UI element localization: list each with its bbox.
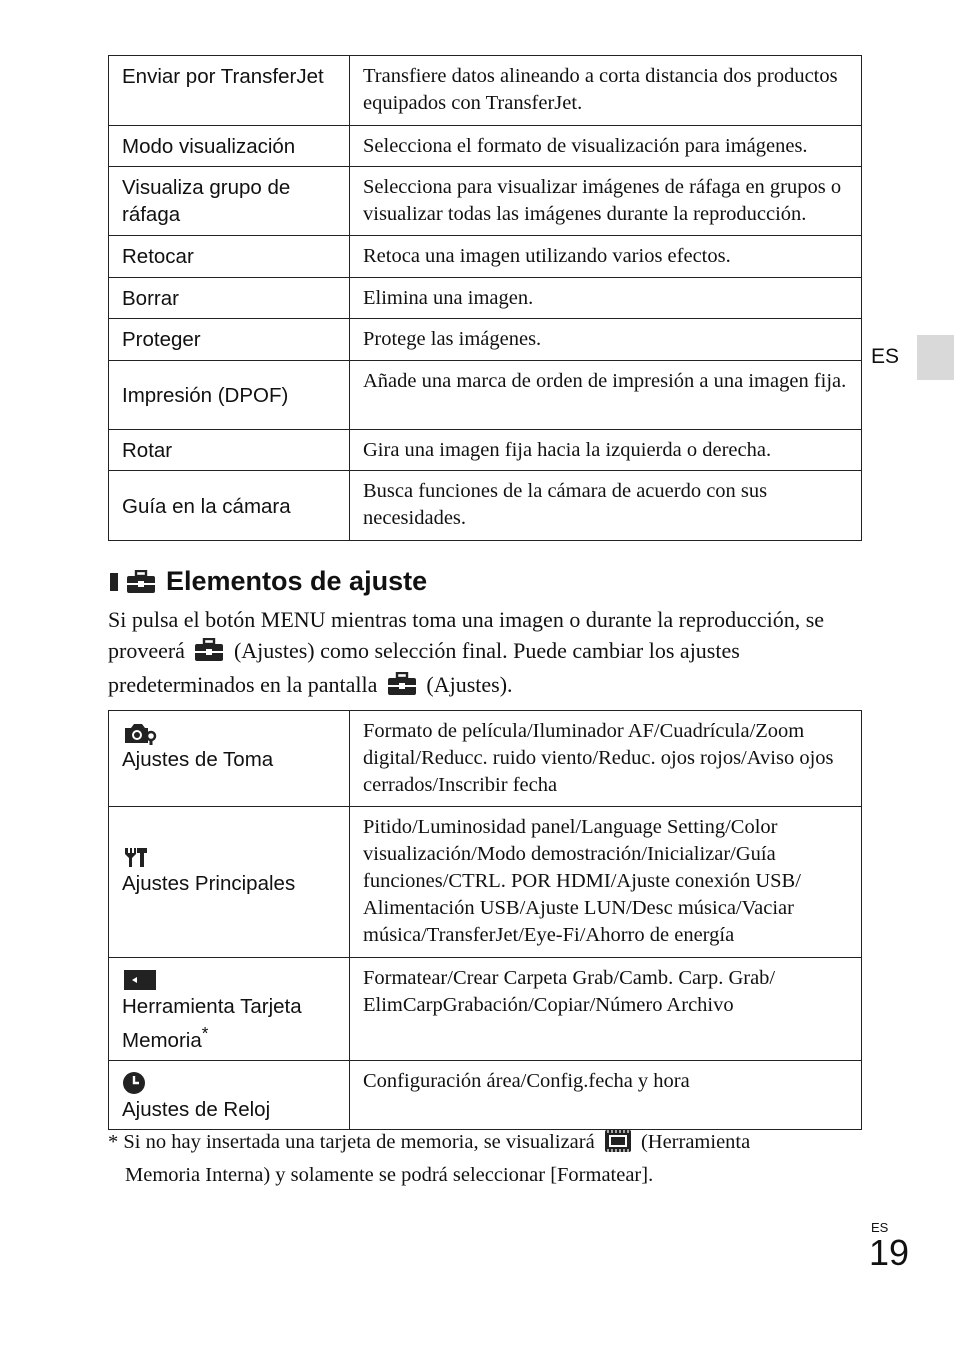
footnote-text: Memoria Interna) y solamente se podrá seleccionar [Formatear].	[125, 1164, 654, 1186]
item-description: Transfiere datos alineando a corta distancia dos productos equipados con TransferJet.	[350, 56, 862, 126]
setting-description: Formato de película/Iluminador AF/Cuadrícula/Zoom digital/Reducc. ruido viento/Reduc. ojos rojos/Aviso ojos cerrados/Inscribir fecha	[350, 711, 862, 807]
table-row	[109, 361, 862, 430]
item-name: Rotar	[109, 430, 350, 471]
wrench-icon	[122, 844, 339, 870]
setting-cell	[109, 1060, 350, 1129]
item-description: Retoca una imagen utilizando varios efectos.	[350, 236, 862, 278]
item-description: Selecciona para visualizar imágenes de ráfaga en grupos o visualizar todas las imágenes durante la reproducción.	[350, 167, 862, 236]
footnote-text: * Si no hay insertada una tarjeta de memoria, se visualizará	[108, 1131, 595, 1153]
setting-name-text: Herramienta Tarjeta Memoria	[122, 995, 302, 1052]
page-number: 19	[869, 1232, 910, 1273]
toolbox-icon	[126, 570, 156, 594]
playback-menu-table	[108, 55, 862, 541]
table-row	[109, 471, 862, 541]
table-row	[109, 1060, 862, 1129]
setting-cell	[109, 711, 350, 807]
item-description: Elimina una imagen.	[350, 278, 862, 319]
clock-icon	[122, 1070, 339, 1096]
item-description: Busca funciones de la cámara de acuerdo con sus necesidades.	[350, 471, 862, 541]
footnote-text: (Herramienta	[640, 1131, 751, 1153]
setting-description: Formatear/Crear Carpeta Grab/Camb. Carp. Grab/ ElimCarpGrabación/Copiar/Número Archivo	[350, 958, 862, 1061]
table-row	[109, 278, 862, 319]
section-title: Elementos de ajuste	[166, 566, 428, 596]
table-row	[109, 807, 862, 958]
intro-text: Si pulsa el botón MENU mientras toma una imagen o durante la reproducción, se proveerá	[108, 607, 825, 663]
internal-memory-icon	[604, 1129, 632, 1161]
item-name: Retocar	[109, 236, 350, 278]
intro-text: (Ajustes).	[426, 672, 513, 697]
item-name: Borrar	[109, 278, 350, 319]
item-name: Visualiza grupo de ráfaga	[109, 167, 350, 236]
item-description: Selecciona el formato de visualización para imágenes.	[350, 126, 862, 167]
footnote-mark: *	[201, 1024, 209, 1043]
setting-description: Configuración área/Config.fecha y hora	[350, 1060, 862, 1129]
item-name: Proteger	[109, 319, 350, 361]
table-row	[109, 430, 862, 471]
setting-name: Ajustes Principales	[122, 872, 296, 895]
toolbox-icon	[387, 672, 417, 705]
setting-name: Ajustes de Toma	[122, 748, 274, 771]
item-description: Protege las imágenes.	[350, 319, 862, 361]
table-row	[109, 236, 862, 278]
item-name: Enviar por TransferJet	[109, 56, 350, 126]
item-description: Gira una imagen fija hacia la izquierda o derecha.	[350, 430, 862, 471]
table-row	[109, 711, 862, 807]
table-row	[109, 958, 862, 1061]
intro-text: (Ajustes) como selección final. Puede cambiar los ajustes predeterminados en la pantalla	[108, 637, 740, 697]
table-row	[109, 319, 862, 361]
table-row	[109, 56, 862, 126]
footnote	[108, 1128, 868, 1189]
setting-description: Pitido/Luminosidad panel/Language Setting/Color visualización/Modo demostración/Inicializar/Guía funciones/CTRL. POR HDMI/Ajuste conexión USB/ Alimentación USB/Ajuste LUN/Desc música/Vaciar música/TransferJet/Eye-Fi/Ahorro de energía	[350, 807, 862, 958]
item-description: Añade una marca de orden de impresión a una imagen fija.	[350, 361, 862, 430]
camera-settings-icon	[122, 720, 339, 746]
setting-cell	[109, 807, 350, 958]
item-name: Guía en la cámara	[109, 471, 350, 541]
section-heading	[110, 566, 427, 597]
intro-paragraph	[108, 605, 868, 705]
item-name: Modo visualización	[109, 126, 350, 167]
page-language: ES	[871, 1220, 889, 1235]
side-language-label: ES	[871, 345, 900, 368]
heading-bar	[110, 573, 118, 591]
table-row	[109, 126, 862, 167]
item-name: Impresión (DPOF)	[109, 361, 350, 430]
memory-card-icon	[122, 967, 339, 993]
settings-table	[108, 710, 862, 1130]
setting-name	[122, 993, 339, 1054]
setting-cell	[109, 958, 350, 1061]
side-tab	[917, 335, 954, 380]
setting-name: Ajustes de Reloj	[122, 1097, 271, 1121]
table-row	[109, 167, 862, 236]
toolbox-icon	[194, 638, 224, 671]
